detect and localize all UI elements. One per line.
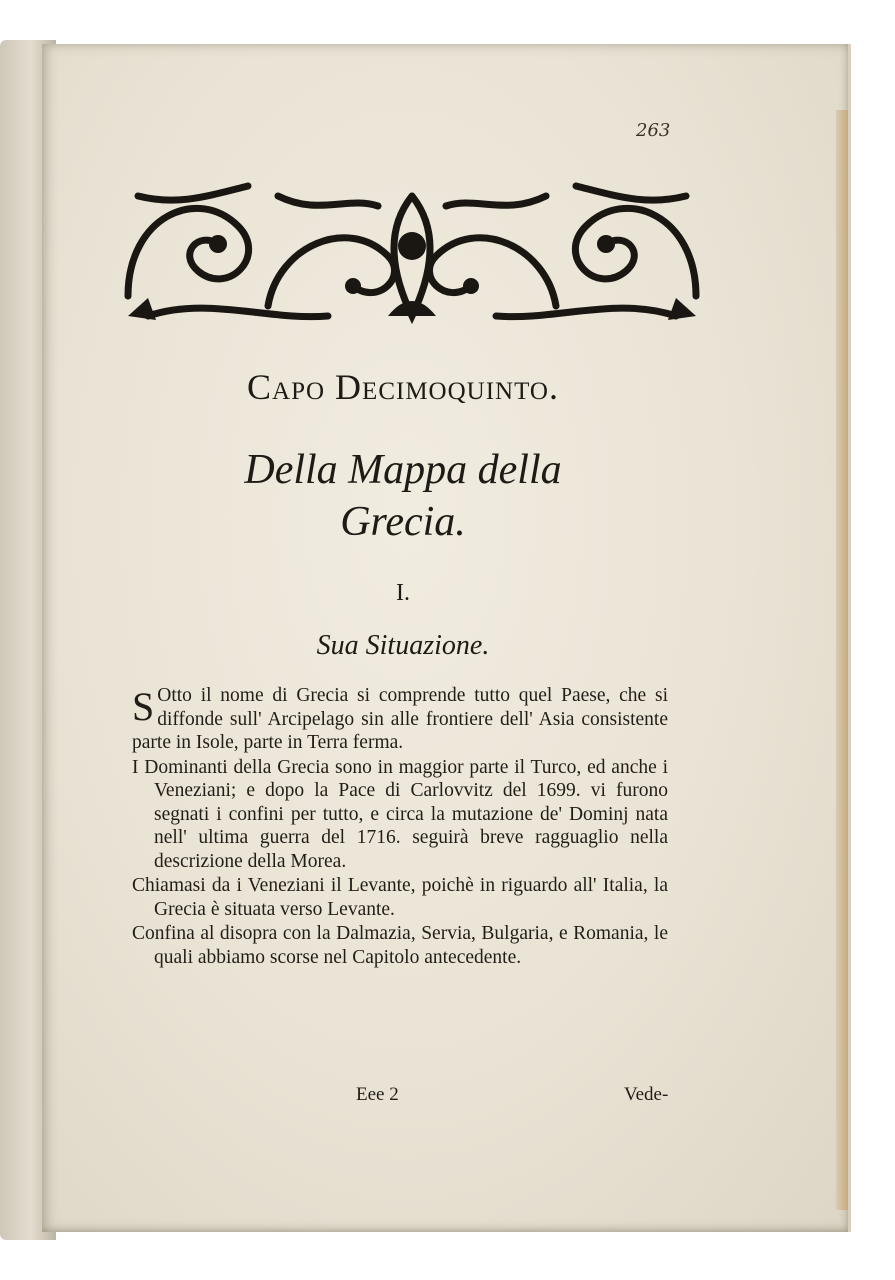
page-number: 263 xyxy=(636,120,671,141)
paragraph-3: Chiamasi da i Veneziani il Levante, poichè in riguardo all' Italia, la Grecia è situata verso Levante. xyxy=(132,875,668,920)
ornamental-headpiece xyxy=(118,176,706,328)
paragraph-4: Confina al disopra con la Dalmazia, Servia, Bulgaria, e Romania, le quali abbiamo scorse nel Capitolo antecedente. xyxy=(132,923,668,968)
drop-cap: S xyxy=(132,684,155,729)
catchword: Vede- xyxy=(624,1084,669,1105)
paragraph-1: S Otto il nome di Grecia si comprende tutto quel Paese, che si diffonde sull' Arcipelago sin alle frontiere dell' Asia consistente parte in Isole, parte in Terra ferma. xyxy=(132,684,668,753)
paragraph-2: I Dominanti della Grecia sono in maggior parte il Turco, ed anche i Veneziani; e dopo la Pace di Carlovvitz del 1699. vi furono segnati i confini per tutto, e circa la mutazione de' Dominj nata nell' ultima guerra del 1716. seguirà breve ragguaglio nella descrizione della Morea. xyxy=(132,756,668,872)
page-edge xyxy=(836,110,848,1210)
subtitle-line-1: Della Mappa della xyxy=(244,447,562,493)
body-text xyxy=(132,684,668,970)
signature-mark: Eee 2 xyxy=(356,1084,399,1105)
subtitle-line-2: Grecia. xyxy=(340,499,466,545)
chapter-title: Capo Decimoquinto. xyxy=(247,367,559,407)
chapter-subtitle xyxy=(0,444,806,548)
section-title: Sua Situazione. xyxy=(316,630,490,661)
section-number: I. xyxy=(396,580,410,606)
